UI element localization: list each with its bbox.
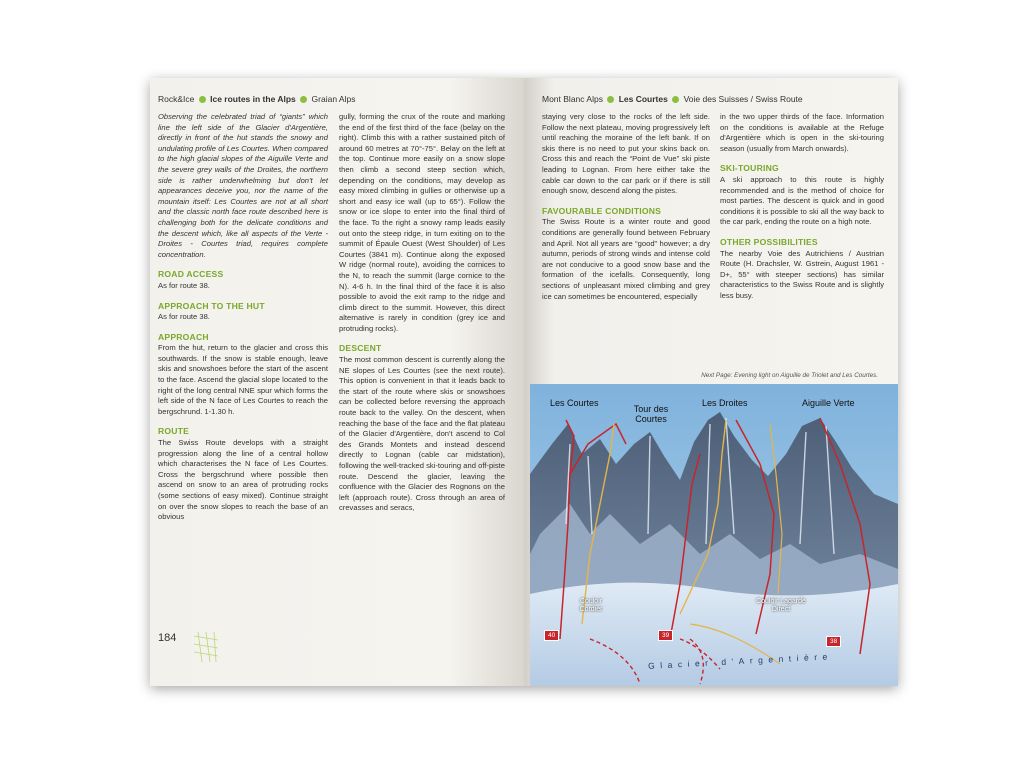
couloir-label-lagarde-direct: Couloir Lagarde Direct: [756, 598, 806, 613]
road-access-text: As for route 38.: [158, 280, 210, 290]
left-page: [150, 78, 524, 686]
header-route: Voie des Suisses / Swiss Route: [683, 94, 803, 104]
descent-heading: DESCENT: [339, 343, 382, 354]
conditions-continued-text: in the two upper thirds of the face. Information on the conditions is available at the Refuge d'Argentière which is open in the ski-touring season (usually from March onwards).: [720, 112, 884, 153]
approach-text: From the hut, return to the glacier and cross this southwards. If the snow is stable enough, leave skis and snowshoes before the start of the ascent to the face. Ascend the glacial slope located to the right of the long central NNE spur which forms the left side of the N face of Les Courtes to reach the bergschrund. 1-1.30 h.: [158, 343, 328, 416]
ski-touring-heading: SKI-TOURING: [720, 163, 779, 174]
page-number: 184: [158, 632, 177, 644]
header-section: Rock&Ice: [158, 94, 195, 104]
intro-paragraph: Observing the celebrated triad of “giants” which line the left side of the Glacier d'Argentière, directly in front of the hut stands the snowy and undulating profile of Les Courtes. When compared to the high glacial slopes of the Aiguille Verte and the severe grey walls of the Droites, the northern side is rather underwhelming but don't let appearances deceive you, nor the name of the mountain itself: Les Courtes are not at all short and the classic north face route described here is challenging both for the delicate conditions and the descent which, like all aspects of the Verte - Droites - Courtes triad, requires complete concentration.: [158, 112, 328, 259]
mountain-illustration: [530, 384, 898, 686]
photo-caption: Next Page: Evening light on Aiguille de Triolet and Les Courtes.: [701, 372, 878, 379]
ski-touring-text: A ski approach to this route is highly recommended and is the method of choice for most parties. The descent is quick and in good conditions it is possible to ski all the way back to the car park, ending the route on a high note.: [720, 174, 884, 227]
route-badge-38: 38: [826, 636, 841, 647]
conditions-text: The Swiss Route is a winter route and good conditions are generally found between February and April. Not all years are “good” however; a dry autumn, periods of strong winds and intense cold are not conducive to a good snow base and the formation of the icefalls. Consequently, long sections of unpleasant mixed climbing and grey ice can sometimes be encountered, especially: [542, 217, 710, 301]
left-column-1: [158, 112, 328, 523]
right-page-header: [542, 94, 803, 104]
right-column-1: [542, 112, 710, 302]
glacier-label: Glacier d'Argentière: [647, 651, 833, 671]
approach-heading: APPROACH: [158, 331, 209, 342]
left-column-2: [339, 112, 505, 514]
header-chapter: Ice routes in the Alps: [210, 94, 296, 104]
route-badge-40: 40: [544, 630, 559, 641]
left-page-header: [158, 94, 355, 104]
route-continued-text: gully, forming the crux of the route and marking the end of the first third of the face (belay on the right). Climb this with a rather sustained pitch of around 60 metres at 70°-75°. Belay on the left at the top. Continue more easily on a snow slope then climb a second steep section which, depending on the conditions, may develop as easy mixed climbing in gullies or otherwise up a short and easy ice wall (up to 65°). Follow the snow or ice slope to enter into the final third of the face. To the right a snowy ramp leads easily out onto the steep ridge, in turn exiting on to the summit of Épaule Ouest (West Shoulder) of Les Courtes (3841 m). Continue along the exposed W ridge (normal route), avoiding the cornices to the N, to reach the summit (large cornice to the N). 4-6 h. In the final third of the face it is also possible to avoid the exit ramp to the ridge and climb direct to the summit. However, this direct alternative is rarely in condition (grey ice and protruding rocks).: [339, 112, 505, 333]
conditions-heading: FAVOURABLE CONDITIONS: [542, 205, 662, 216]
route-text: The Swiss Route develops with a straight progression along the line of a central hollow which characterises the N face of Les Courtes. Cross the bergschrund where possible then ascend on snow to an area of protruding rocks (some sections of easy mixed). Continue straight on over the snow slopes to reach the base of an obvious: [158, 438, 328, 522]
approach-hut-text: As for route 38.: [158, 312, 210, 322]
mountain-photo: [530, 384, 898, 686]
peak-label-les-droites: Les Droites: [702, 398, 748, 408]
peak-label-aiguille-verte: Aiguille Verte: [802, 398, 855, 408]
right-column-2: [720, 112, 884, 302]
peak-label-tour-des-courtes: Tour des Courtes: [633, 404, 669, 424]
route-heading: ROUTE: [158, 426, 190, 437]
crosshatch-decoration-icon: [192, 630, 220, 664]
route-badge-39: 39: [658, 630, 673, 641]
descent-text: The most common descent is currently along the NE slopes of Les Courtes (see the next route). This option is convenient in that it leads back to the start of the route where skis or snowshoes can be collected before reversing the approach route back to the valley. On the descent, when reaching the base of the face and the flat plateau of the Glacier d'Argentière, don't ascend to Col des Grands Montets and instead descend directly to Lognan (cable car midstation), following the well-tracked ski-touring and off-piste route. Descend the glacier, leaving the confluence with the Glacier des Rognons on the left (approach route). Cross through an area of crevasses and seracs,: [339, 355, 505, 513]
header-region: Mont Blanc Alps: [542, 94, 603, 104]
green-bullet-icon: [672, 96, 679, 103]
open-book: [150, 78, 898, 686]
green-bullet-icon: [199, 96, 206, 103]
green-bullet-icon: [300, 96, 307, 103]
descent-continued-text: staying very close to the rocks of the left side. Follow the next plateau, moving progressively left until reaching the moraine of the left bank. If on skis there is no need to put your skins back on. Cross this and reach the “Point de Vue” ski piste leading to Lognan. From here either take the cable car down to the car park or if there is still enough snow, descend along the pistes.: [542, 112, 710, 196]
peak-label-les-courtes: Les Courtes: [550, 398, 599, 408]
road-access-heading: ROAD ACCESS: [158, 269, 224, 280]
other-possibilities-heading: OTHER POSSIBILITIES: [720, 236, 818, 247]
approach-hut-heading: APPROACH TO THE HUT: [158, 300, 265, 311]
couloir-label-cordier: Couloir Cordier: [579, 598, 603, 613]
right-page: [524, 78, 898, 686]
header-mountain: Les Courtes: [618, 94, 668, 104]
header-region: Graian Alps: [311, 94, 356, 104]
green-bullet-icon: [607, 96, 614, 103]
other-possibilities-text: The nearby Voie des Autrichiens / Austrian Route (H. Drachsler, W. Gstrein, August 1961 - D+, 55° with steeper sections) has similar characteristics to the Swiss Route and is slightly less busy.: [720, 248, 884, 300]
